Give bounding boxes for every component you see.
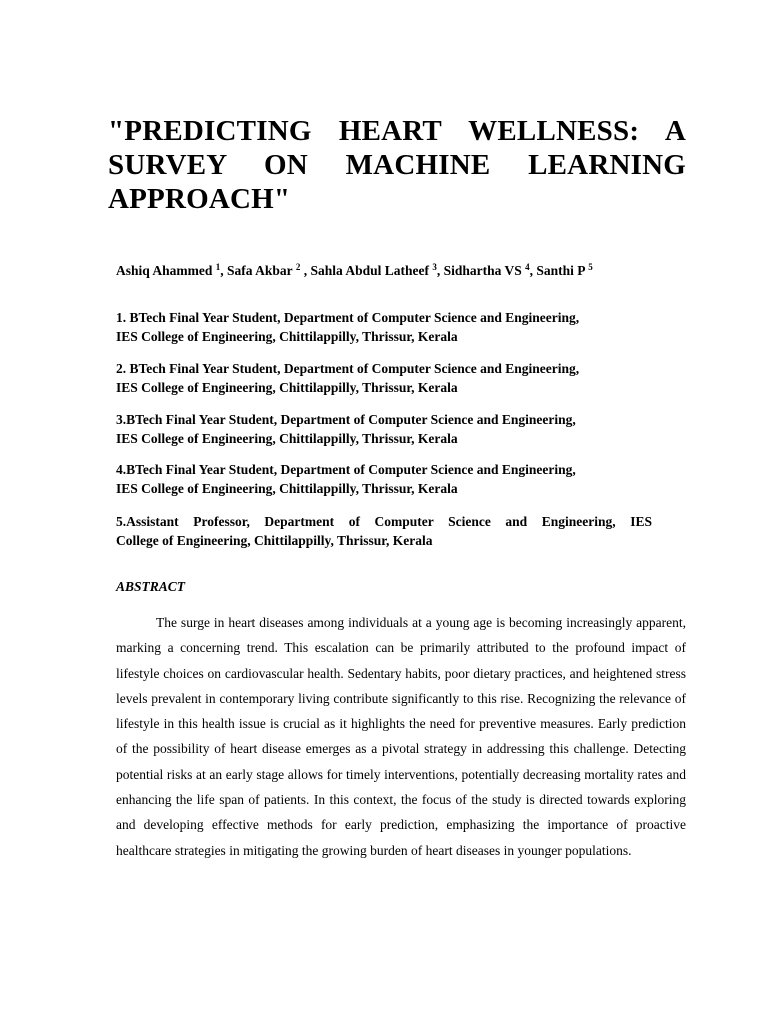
affiliation-line: IES College of Engineering, Chittilappilly, Thrissur, Kerala bbox=[116, 329, 458, 344]
affiliation-line: 1. BTech Final Year Student, Department of Computer Science and Engineering, bbox=[116, 310, 580, 325]
author-mark: 3 bbox=[432, 262, 437, 272]
affiliation bbox=[116, 308, 652, 346]
affiliation bbox=[116, 460, 652, 498]
abstract-body: The surge in heart diseases among individuals at a young age is becoming increasingly apparent, marking a concerning trend. This escalation can be primarily attributed to the profound impact of lifestyle choices on cardiovascular health. Sedentary habits, poor dietary practices, and heightened stress levels prevalent in contemporary living contribute significantly to this rise. Recognizing the relevance of lifestyle in this health issue is crucial as it highlights the need for preventive measures. Early prediction of the possibility of heart disease emerges as a pivotal strategy in addressing this challenge. Detecting potential risks at an early stage allows for timely interventions, potentially decreasing mortality rates and enhancing the life span of patients. In this context, the focus of the study is directed towards exploring and developing effective methods for early prediction, emphasizing the importance of proactive healthcare strategies in mitigating the growing burden of heart diseases in younger populations. bbox=[116, 615, 686, 858]
author-separator: , bbox=[436, 263, 444, 278]
affiliation bbox=[116, 359, 652, 397]
affiliation bbox=[116, 512, 652, 550]
affiliation bbox=[116, 410, 652, 448]
author-separator: , bbox=[300, 263, 311, 278]
affiliation-line: IES College of Engineering, Chittilappilly, Thrissur, Kerala bbox=[116, 481, 458, 496]
author-mark: 4 bbox=[525, 262, 530, 272]
author-name: Ashiq Ahammed bbox=[116, 263, 216, 278]
author-name: Safa Akbar bbox=[227, 263, 296, 278]
author-mark: 2 bbox=[295, 262, 301, 272]
affiliation-line: 4.BTech Final Year Student, Department of Computer Science and Engineering, bbox=[116, 462, 576, 477]
author-mark: 5 bbox=[588, 262, 593, 272]
affiliation-line: 2. BTech Final Year Student, Department of Computer Science and Engineering, bbox=[116, 361, 580, 376]
author-mark: 1 bbox=[215, 262, 221, 272]
affiliation-line: IES College of Engineering, Chittilappilly, Thrissur, Kerala bbox=[116, 380, 458, 395]
abstract-heading: ABSTRACT bbox=[116, 579, 186, 594]
author-separator: , bbox=[529, 263, 537, 278]
author-name: Sahla Abdul Latheef bbox=[310, 263, 433, 278]
affiliation-line: IES College of Engineering, Chittilappilly, Thrissur, Kerala bbox=[116, 431, 458, 446]
affiliation-line: College of Engineering, Chittilappilly, Thrissur, Kerala bbox=[116, 533, 433, 548]
affiliation-line: 3.BTech Final Year Student, Department of Computer Science and Engineering, bbox=[116, 412, 576, 427]
author-name: Santhi P bbox=[536, 263, 589, 278]
affiliation-line: 5.Assistant Professor, Department of Computer Science and Engineering, IES bbox=[116, 514, 652, 529]
author-separator: , bbox=[220, 263, 228, 278]
paper-title: "PREDICTING HEART WELLNESS: A SURVEY ON MACHINE LEARNING APPROACH" bbox=[108, 115, 686, 215]
author-list bbox=[116, 262, 696, 280]
author-name: Sidhartha VS bbox=[443, 263, 526, 278]
